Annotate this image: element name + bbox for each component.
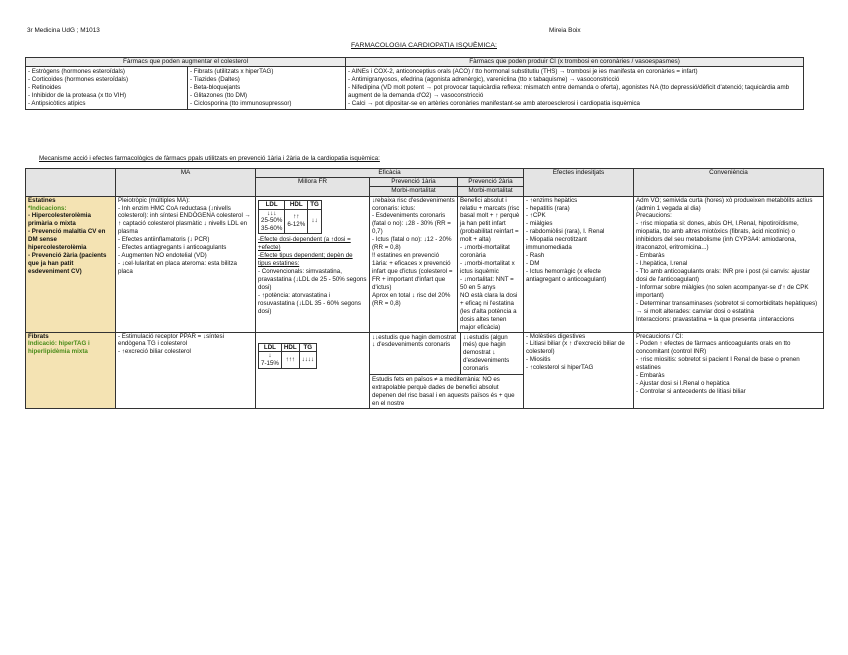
list-item: - ↓morbi-mortalitat coronària: [460, 244, 510, 260]
fibrats-millora-fr: [256, 332, 370, 408]
fibrats-note: Estudis fets en països ≠ a mediterrània: NO es extrapolable perquè dades de benefici absolut depenen del risc basal i en aquests països és + que en el nostre: [370, 374, 523, 408]
list-item: - Inhibidor de la proteasa (x tto VIH): [28, 92, 127, 99]
list-item: - Controlar si antecedents de litiasi biliar: [636, 388, 746, 396]
lipid-effects-table: [258, 343, 317, 370]
lipid-header: LDL: [259, 343, 282, 352]
list-item: - Miopatia necrotitzant immunomediada: [526, 236, 587, 252]
list-item: - Poden ↑ efectes de fàrmacs anticoagulants orals en tto concomitant (control INR): [636, 340, 791, 356]
header-prev2-sub: Morbi-mortalitat: [458, 187, 524, 196]
indication-item: - Prevenció malaltia CV en DM sense hipercolesterolèmia: [28, 228, 106, 252]
estatines-prev2: [458, 196, 524, 332]
list-item: - Litiasi biliar (x ↑ d'excreció biliar de colesterol): [526, 340, 625, 356]
drugs-mechanism-table: [25, 168, 824, 409]
list-item: - I.hepàtica, I.renal: [636, 260, 688, 268]
indication-label: Indicació: hiperTAG i hiperlipidèmia mixta: [28, 340, 90, 356]
lipid-header: HDL: [285, 200, 308, 209]
header-prev2: Prevenció 2ària: [458, 178, 524, 187]
lipid-effects-table: [258, 200, 322, 235]
list-item: - Tiazides (Daltes): [190, 76, 240, 84]
fibrats-prev1: ↓↓estudis que hagin demostrat ↓ d'esdeveniments coronaris: [370, 333, 461, 375]
header-author: Mireia Boix: [549, 27, 581, 34]
list-item: Benefici absolut i relatiu + marcats (risc basal molt + ↑ perquè ja han petit infart (probabilitat reinfart = molt + alta): [460, 196, 520, 244]
list-item: Adm VO; semivida curta (hores) xò produeixen metabòlits actius (admin 1 vegada al dia): [636, 196, 813, 212]
list-item: - Embaràs: [636, 372, 665, 380]
header-prev1-sub: Morbi-mortalitat: [370, 187, 458, 196]
group-fibrats: [26, 332, 116, 408]
cholesterol-list-a: [26, 67, 188, 110]
list-item: NO està clara la dosi + eficaç ni l'estatina (les d'alta potència a dosis altes tenen major eficàcia): [460, 291, 518, 331]
list-item: - Ajustar dosi si I.Renal o hepàtica: [636, 380, 730, 388]
list-item: - Ictus (fatal o no): ↓12 - 20% (RR = 0,8): [372, 236, 452, 252]
estatines-conveniencia: [634, 196, 824, 332]
header-conveniencia: Conveniència: [634, 169, 824, 197]
lipid-header: HDL: [281, 343, 299, 352]
header-millora-fr: Millora FR: [256, 178, 370, 196]
estatines-millora-fr: [256, 196, 370, 332]
list-item: - miàlgies: [526, 220, 553, 228]
list-item: - Efectes antiagregants i anticoagulants: [118, 244, 227, 252]
list-item: - Tto amb anticoagulants orals: INR pre i post (si canvis: ajustar dosi de l'anticoagulant): [636, 268, 810, 283]
drug-name: Fibrats: [28, 332, 49, 340]
header-eficacia: Eficàcia: [256, 169, 524, 178]
list-item: - ↑excreció biliar colesterol: [118, 348, 191, 356]
list-item: - Ciclosporina (tto immunosupressor): [190, 99, 292, 107]
list-item: - Ictus hemorràgic (x efecte antiagregant o anticoagulant): [526, 268, 607, 283]
list-item: Aprox en total ↓ risc del 20% (RR = 0,8): [372, 291, 451, 307]
lipid-value: ↓↓↓↓: [299, 352, 316, 369]
list-item: - AINEs i COX-2, anticonceptius orals (ACO) / tto hormonal substitutiu (THS) → trombosi je ies manifesta en coronàries = infart): [348, 68, 698, 76]
table-row-fibrats: [26, 332, 824, 408]
fibrats-prevention: [370, 332, 524, 408]
list-item: - ↑colesterol si hiperTAG: [526, 364, 594, 372]
fibrats-ma: [116, 332, 256, 408]
indication-item: - Prevenció 2ària (pacients que ja han patit esdeveniment CV): [28, 252, 107, 275]
empty-header: [26, 169, 116, 197]
list-item: - ↑enzims hepàtics: [526, 196, 578, 204]
list-item: - ↓cel·lularitat en placa ateroma: esta bilitza placa: [118, 260, 237, 275]
list-item: Pleiotròpic (múltiples MA):: [118, 196, 190, 204]
list-item: - Estrògens (hormones esteroïdals): [28, 68, 125, 76]
fr-note: - Convencionals: simvastatina, pravastatina (↓LDL de 25 - 50% segons dosi): [258, 268, 367, 291]
indication-label: *Indicacions:: [28, 204, 67, 212]
list-item: - Inh enzim HMC CoA reductasa (↓nivells colesterol): inh síntesi ENDÒGENA colesterol → ↑ captació colesterol plasmàtic ↓ nivells LDL en plasma: [118, 204, 251, 236]
list-item: - ↓mortalitat: NNT = 50 en 5 anys: [460, 275, 514, 291]
fr-note: -Efecte tipus dependent; depèn de tipus estatines:: [258, 252, 353, 268]
list-item: - Determinar transaminases (sobretot si comorbiditats hepàtiques) → si molt alterades: canviar dosi o estatina: [636, 299, 818, 315]
fibrats-prev2: ↓↓estudis (algun més) que hagin demostrat ↓ d'esdeveniments coronaris: [463, 333, 510, 373]
list-item: ↓rebaixa risc d'esdeveniments coronaris: ictus:: [372, 196, 455, 212]
list-item: - Nifedipina (VD molt potent → pot provocar taquicàrdia reflexa: mismatch entre demanda o oferta), agonistes NA (tto depressió/dèficit d'atenció; taquicàrdia amb augment de la demanda d'O2) → vasoconstricció: [348, 84, 790, 99]
list-item: - Glitazones (tto DM): [190, 92, 248, 99]
list-item: - ↑CPK: [526, 212, 546, 220]
col-header-cholesterol: Fàrmacs que poden augmentar el colesterol: [26, 58, 346, 67]
lipid-value: ↑↑↑: [281, 352, 299, 369]
list-item: - Corticoides (hormones esteroïdals): [28, 76, 129, 84]
fibrats-conveniencia: [634, 332, 824, 408]
lipid-value: ↓↓: [308, 209, 322, 234]
header-prev1: Prevenció 1ària: [370, 178, 458, 187]
cholesterol-drugs-table: [25, 57, 804, 110]
lipid-value: ↑↑ 6-12%: [285, 209, 308, 234]
list-item: - Miositis: [526, 356, 551, 364]
list-item: - DM: [526, 260, 540, 268]
list-item: - Fibrats (utilitzats x hiperTAG): [190, 68, 274, 76]
list-item: Interaccions: pravastatina = la que presenta ↓interaccions: [636, 315, 795, 323]
list-item: - Rash: [526, 252, 545, 260]
cholesterol-list-b: [188, 67, 346, 110]
header-left: 3r Medicina UdG ; M1013: [27, 27, 100, 34]
list-item: - Calci → pot dipositar-se en artèries coronàries manifestant-se amb ateroesclerosi i cardiopatia isquèmica: [348, 99, 640, 107]
document-title: FARMACOLOGIA CARDIOPATIA ISQUÈMICA:: [350, 42, 497, 49]
list-item: - Molèsties digestives: [526, 332, 586, 340]
list-item: - rabdomiòlisi (rara), I. Renal: [526, 228, 605, 236]
group-estatines: [26, 196, 116, 332]
list-item: - ↑risc miositis: sobretot si pacient I Renal de base o prenen estatines: [636, 356, 800, 372]
list-item: - Esdeveniments coronaris (fatal o no): ↓28 - 30% (RR = 0,7): [372, 212, 451, 236]
fr-note: - ↑potència: atorvastatina i rosuvastatina (↓LDL 35 - 60% segons dosi): [258, 291, 361, 315]
list-item: - Estimulació receptor PPAR = ↓síntesi endògena TG i colesterol: [118, 332, 224, 348]
list-item: - Informar sobre miàlgies (no solen acompanyar-se d'↑ de CPK important): [636, 283, 809, 299]
list-item: - Retinoides: [28, 84, 62, 92]
list-item: Precaucions:: [636, 212, 672, 220]
list-item: - Antipsicòtics atípics: [28, 99, 86, 107]
estatines-efectes: [524, 196, 634, 332]
list-item: - Beta-bloquejants: [190, 84, 241, 92]
fibrats-efectes: [524, 332, 634, 408]
estatines-ma: [116, 196, 256, 332]
header-ma: MA: [116, 169, 256, 197]
list-item: - Efectes antiinflamatoris (↓ PCR): [118, 236, 210, 244]
list-item: - Embaràs: [636, 252, 665, 260]
lipid-header: LDL: [259, 200, 285, 209]
lipid-value: ↓ 7-15%: [259, 352, 282, 369]
estatines-prev1: [370, 196, 458, 332]
list-item: - Antimigranyosos, efedrina (agonista adrenèrgic), vareniclina (tto x tabaquisme) → vasoconstricció: [348, 76, 620, 84]
list-item: - hepatitis (rara): [526, 204, 570, 212]
lipid-header: TG: [299, 343, 316, 352]
table-row-estatines: [26, 196, 824, 332]
fr-note: -Efecte dosi-dependent (a ↑dosi = +efecte): [258, 236, 351, 252]
list-item: !! estatines en prevenció 1ària: + eficaces x prevenció infart que d'ictus (colesterol = FR + important d'infart que d'ictus): [372, 252, 453, 291]
indication-item: - Hipercolesterolèmia primària o mixta: [28, 212, 91, 228]
list-item: - ↑risc miopatia si: dones, abús OH, I.Renal, hipotiroïdisme, miopatia, tto amb altres miotòxics (fibrats, àcid nicotínic) o inhibidors del seu metabolisme (inh CYP3A4: amiodarona, itraconazol, eritromicina...): [636, 220, 799, 252]
drug-name: Estatines: [28, 196, 56, 204]
col-header-ci: Fàrmacs que poden produir CI (x trombosi en coronàries / vasoespasmes): [346, 58, 804, 67]
list-item: - ↓morbi-mortalitat x ictus isquèmic: [460, 260, 515, 275]
ci-drugs-list: [346, 67, 804, 110]
section-subtitle: Mecanisme acció i efectes farmacològics de fàrmacs ppals utilitzats en prevenció 1ària i 2ària de la cardiopatia isquèmica:: [39, 155, 380, 162]
list-item: Precaucions / CI:: [636, 332, 684, 340]
lipid-header: TG: [308, 200, 322, 209]
list-item: - Augmenten NO endotelial (VD): [118, 252, 207, 260]
header-efectes: Efectes indesitjats: [524, 169, 634, 197]
lipid-value: ↓↓↓ 25-50% 35-60%: [259, 209, 285, 234]
